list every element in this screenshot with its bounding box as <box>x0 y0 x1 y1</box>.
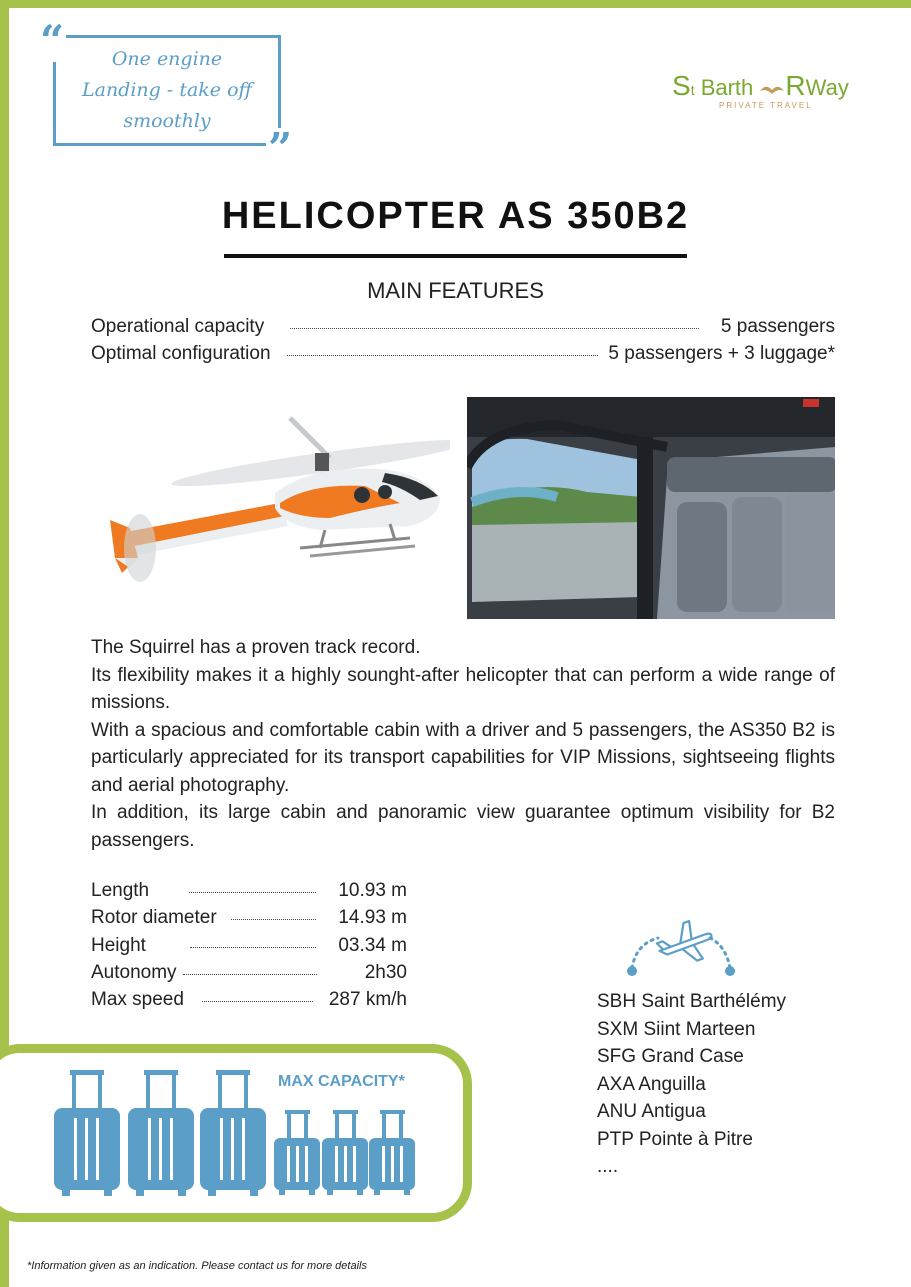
airplane-route-icon <box>622 918 742 980</box>
open-quote-icon: “ <box>40 16 65 65</box>
suitcase-icon <box>54 1070 120 1196</box>
page-title: HELICOPTER AS 350B2 <box>221 195 690 237</box>
frame-top-border <box>0 0 911 8</box>
destination-item: .... <box>597 1156 619 1177</box>
capacity-title: MAX CAPACITY* <box>278 1073 405 1090</box>
suitcase-icon <box>200 1070 266 1196</box>
feature-row: Optimal configuration 5 passengers + 3 luggage* <box>91 343 835 364</box>
quote-text <box>53 44 281 137</box>
logo-wordmark: St Barth RWay <box>672 70 849 101</box>
description-paragraph: In addition, its large cabin and panoramic view guarantee optimum visibility for B2 passengers. <box>91 802 835 851</box>
description <box>91 634 835 854</box>
close-quote-icon: ” <box>268 124 293 173</box>
spec-row: Max speed 287 km/h <box>91 989 407 1010</box>
bird-icon <box>759 81 785 97</box>
feature-row: Operational capacity 5 passengers <box>91 316 835 337</box>
spec-row: Rotor diameter 14.93 m <box>91 907 407 928</box>
destination-item: AXA Anguilla <box>597 1073 706 1095</box>
quote-line: One engine <box>111 48 223 70</box>
suitcase-icon <box>128 1070 194 1196</box>
destination-item: SXM Siint Marteen <box>597 1018 756 1040</box>
suitcase-icon <box>369 1110 415 1195</box>
luggage-illustration <box>50 1068 420 1200</box>
destination-list <box>597 988 786 1181</box>
quote-line: smoothly <box>123 110 211 132</box>
helicopter-image <box>100 408 450 598</box>
suitcase-icon <box>274 1110 320 1195</box>
destination-item: PTP Pointe à Pitre <box>597 1128 753 1150</box>
destination-item: ANU Antigua <box>597 1101 706 1122</box>
logo-subtitle: PRIVATE TRAVEL <box>719 101 813 110</box>
suitcase-icon <box>322 1110 368 1195</box>
destination-item: SFG Grand Case <box>597 1046 744 1067</box>
spec-row: Height 03.34 m <box>91 935 407 956</box>
title-underline <box>224 254 687 258</box>
cabin-interior-image <box>467 397 835 619</box>
features-heading: MAIN FEATURES <box>367 278 544 303</box>
destination-item: SBH Saint Barthélémy <box>597 991 787 1012</box>
spec-row: Autonomy 2h30 <box>91 962 407 983</box>
quote-line: Landing - take off <box>82 79 252 101</box>
description-paragraph: With a spacious and comfortable cabin with a driver and 5 passengers, the AS350 B2 is particularly appreciated for its transport capabilities for VIP Missions, sightseeing flights and aerial photography. <box>91 719 835 796</box>
footnote: *Information given as an indication. Please contact us for more details <box>27 1260 367 1272</box>
spec-row: Length 10.93 m <box>91 880 407 901</box>
st-barth-rway-logo <box>672 70 862 115</box>
description-paragraph: The Squirrel has a proven track record. <box>91 637 421 658</box>
description-paragraph: Its flexibility makes it a highly sounght-after helicopter that can perform a wide range of missions. <box>91 664 835 713</box>
